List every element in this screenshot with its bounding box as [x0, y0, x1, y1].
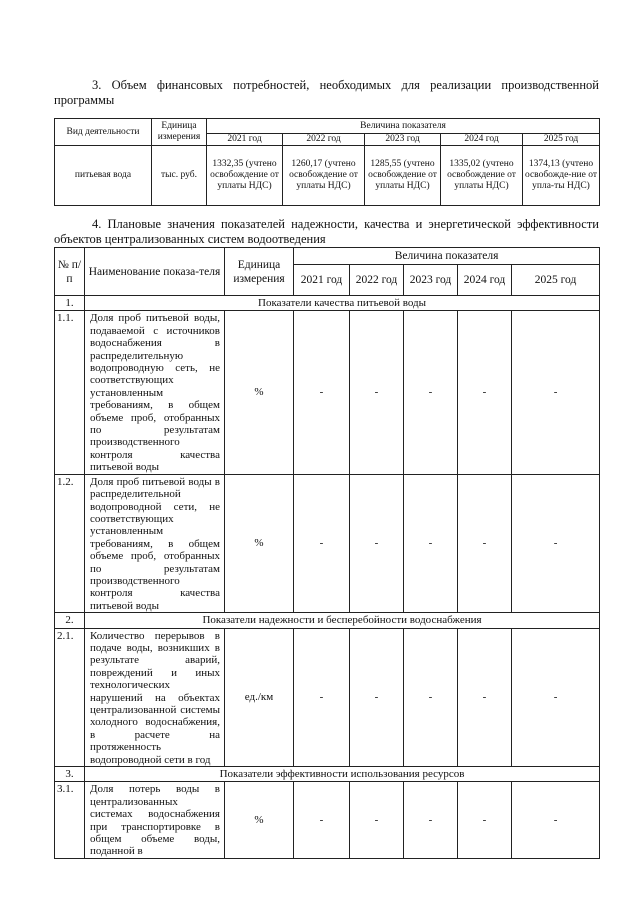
unit-cell: тыс. руб. [152, 146, 207, 206]
section-4-heading: 4. Плановые значения показателей надежности, качества и энергетической эффективности объектов централизованных систем водоотведения [54, 217, 599, 246]
col-value-header: Величина показателя [207, 119, 600, 134]
table-row [55, 782, 600, 858]
value-cell: - [350, 782, 404, 858]
value-cell: 1335,02 (учтено освобождение от уплаты НДС) [441, 146, 523, 206]
table-row [55, 628, 600, 766]
value-cell: - [404, 474, 458, 612]
year-header: 2021 год [207, 134, 283, 146]
year-header: 2021 год [294, 265, 350, 296]
year-header: 2025 год [523, 134, 600, 146]
value-cell: - [512, 311, 600, 474]
value-cell: - [458, 311, 512, 474]
col-activity-header: Вид деятельности [55, 119, 152, 146]
value-cell: - [458, 474, 512, 612]
value-cell: - [512, 628, 600, 766]
value-cell: - [458, 782, 512, 858]
value-cell: - [512, 474, 600, 612]
activity-cell: питьевая вода [55, 146, 152, 206]
value-cell: - [294, 782, 350, 858]
value-cell: - [404, 628, 458, 766]
value-cell: - [350, 474, 404, 612]
value-cell: - [404, 782, 458, 858]
value-cell: - [512, 782, 600, 858]
value-cell: - [294, 311, 350, 474]
year-header: 2023 год [404, 265, 458, 296]
value-cell: 1285,55 (учтено освобождение от уплаты НДС) [365, 146, 441, 206]
year-header: 2022 год [283, 134, 365, 146]
year-header: 2025 год [512, 265, 600, 296]
col-name-header: Наименование показа-теля [85, 248, 225, 296]
year-header: 2024 год [441, 134, 523, 146]
table-row [55, 311, 600, 474]
value-cell: 1332,35 (учтено освобождение от уплаты НДС) [207, 146, 283, 206]
col-unit-header: Единица измерения [225, 248, 294, 296]
year-header: 2022 год [350, 265, 404, 296]
col-unit-header: Единица измерения [152, 119, 207, 146]
row-number: 1.1. [55, 311, 85, 474]
indicator-name: Доля проб питьевой воды, подаваемой с источников водоснабжения в распределительную водопроводную сеть, не соответствующих установленным требованиям, в общем объеме проб, отобранных по результатам производственного контроля качества питьевой воды [85, 311, 225, 474]
row-number: 2.1. [55, 628, 85, 766]
table-row [55, 474, 600, 612]
unit-cell: % [225, 311, 294, 474]
section-number: 2. [55, 613, 85, 628]
value-cell: - [350, 311, 404, 474]
section-number: 1. [55, 296, 85, 311]
value-cell: 1374,13 (учтено освобожде-ние от упла-ты НДС) [523, 146, 600, 206]
col-value-header: Величина показателя [294, 248, 600, 265]
section-number: 3. [55, 767, 85, 782]
financial-needs-table [54, 118, 600, 206]
indicator-name: Доля потерь воды в централизованных системах водоснабжения при транспортировке в общем объеме воды, поданной в [85, 782, 225, 858]
section-3-heading: 3. Объем финансовых потребностей, необходимых для реализации производственной программы [54, 78, 599, 107]
value-cell: - [350, 628, 404, 766]
row-number: 3.1. [55, 782, 85, 858]
section-title: Показатели качества питьевой воды [85, 296, 600, 311]
unit-cell: ед./км [225, 628, 294, 766]
indicator-name: Количество перерывов в подаче воды, возникших в результате аварий, повреждений и иных технологических нарушений на объектах централизованной системы холодного водоснабжения, в расчете на протяженность водопроводной сети в год [85, 628, 225, 766]
indicator-name: Доля проб питьевой воды в распределительной водопроводной сети, не соответствующих установленным требованиям, в общем объеме проб, отобранных по результатам производственного контроля качества питьевой воды [85, 474, 225, 612]
value-cell: - [294, 474, 350, 612]
indicators-table [54, 247, 600, 859]
unit-cell: % [225, 782, 294, 858]
col-num-header: № п/п [55, 248, 85, 296]
unit-cell: % [225, 474, 294, 612]
section-title: Показатели надежности и бесперебойности водоснабжения [85, 613, 600, 628]
value-cell: 1260,17 (учтено освобождение от уплаты НДС) [283, 146, 365, 206]
value-cell: - [294, 628, 350, 766]
year-header: 2024 год [458, 265, 512, 296]
value-cell: - [458, 628, 512, 766]
value-cell: - [404, 311, 458, 474]
section-title: Показатели эффективности использования ресурсов [85, 767, 600, 782]
year-header: 2023 год [365, 134, 441, 146]
row-number: 1.2. [55, 474, 85, 612]
